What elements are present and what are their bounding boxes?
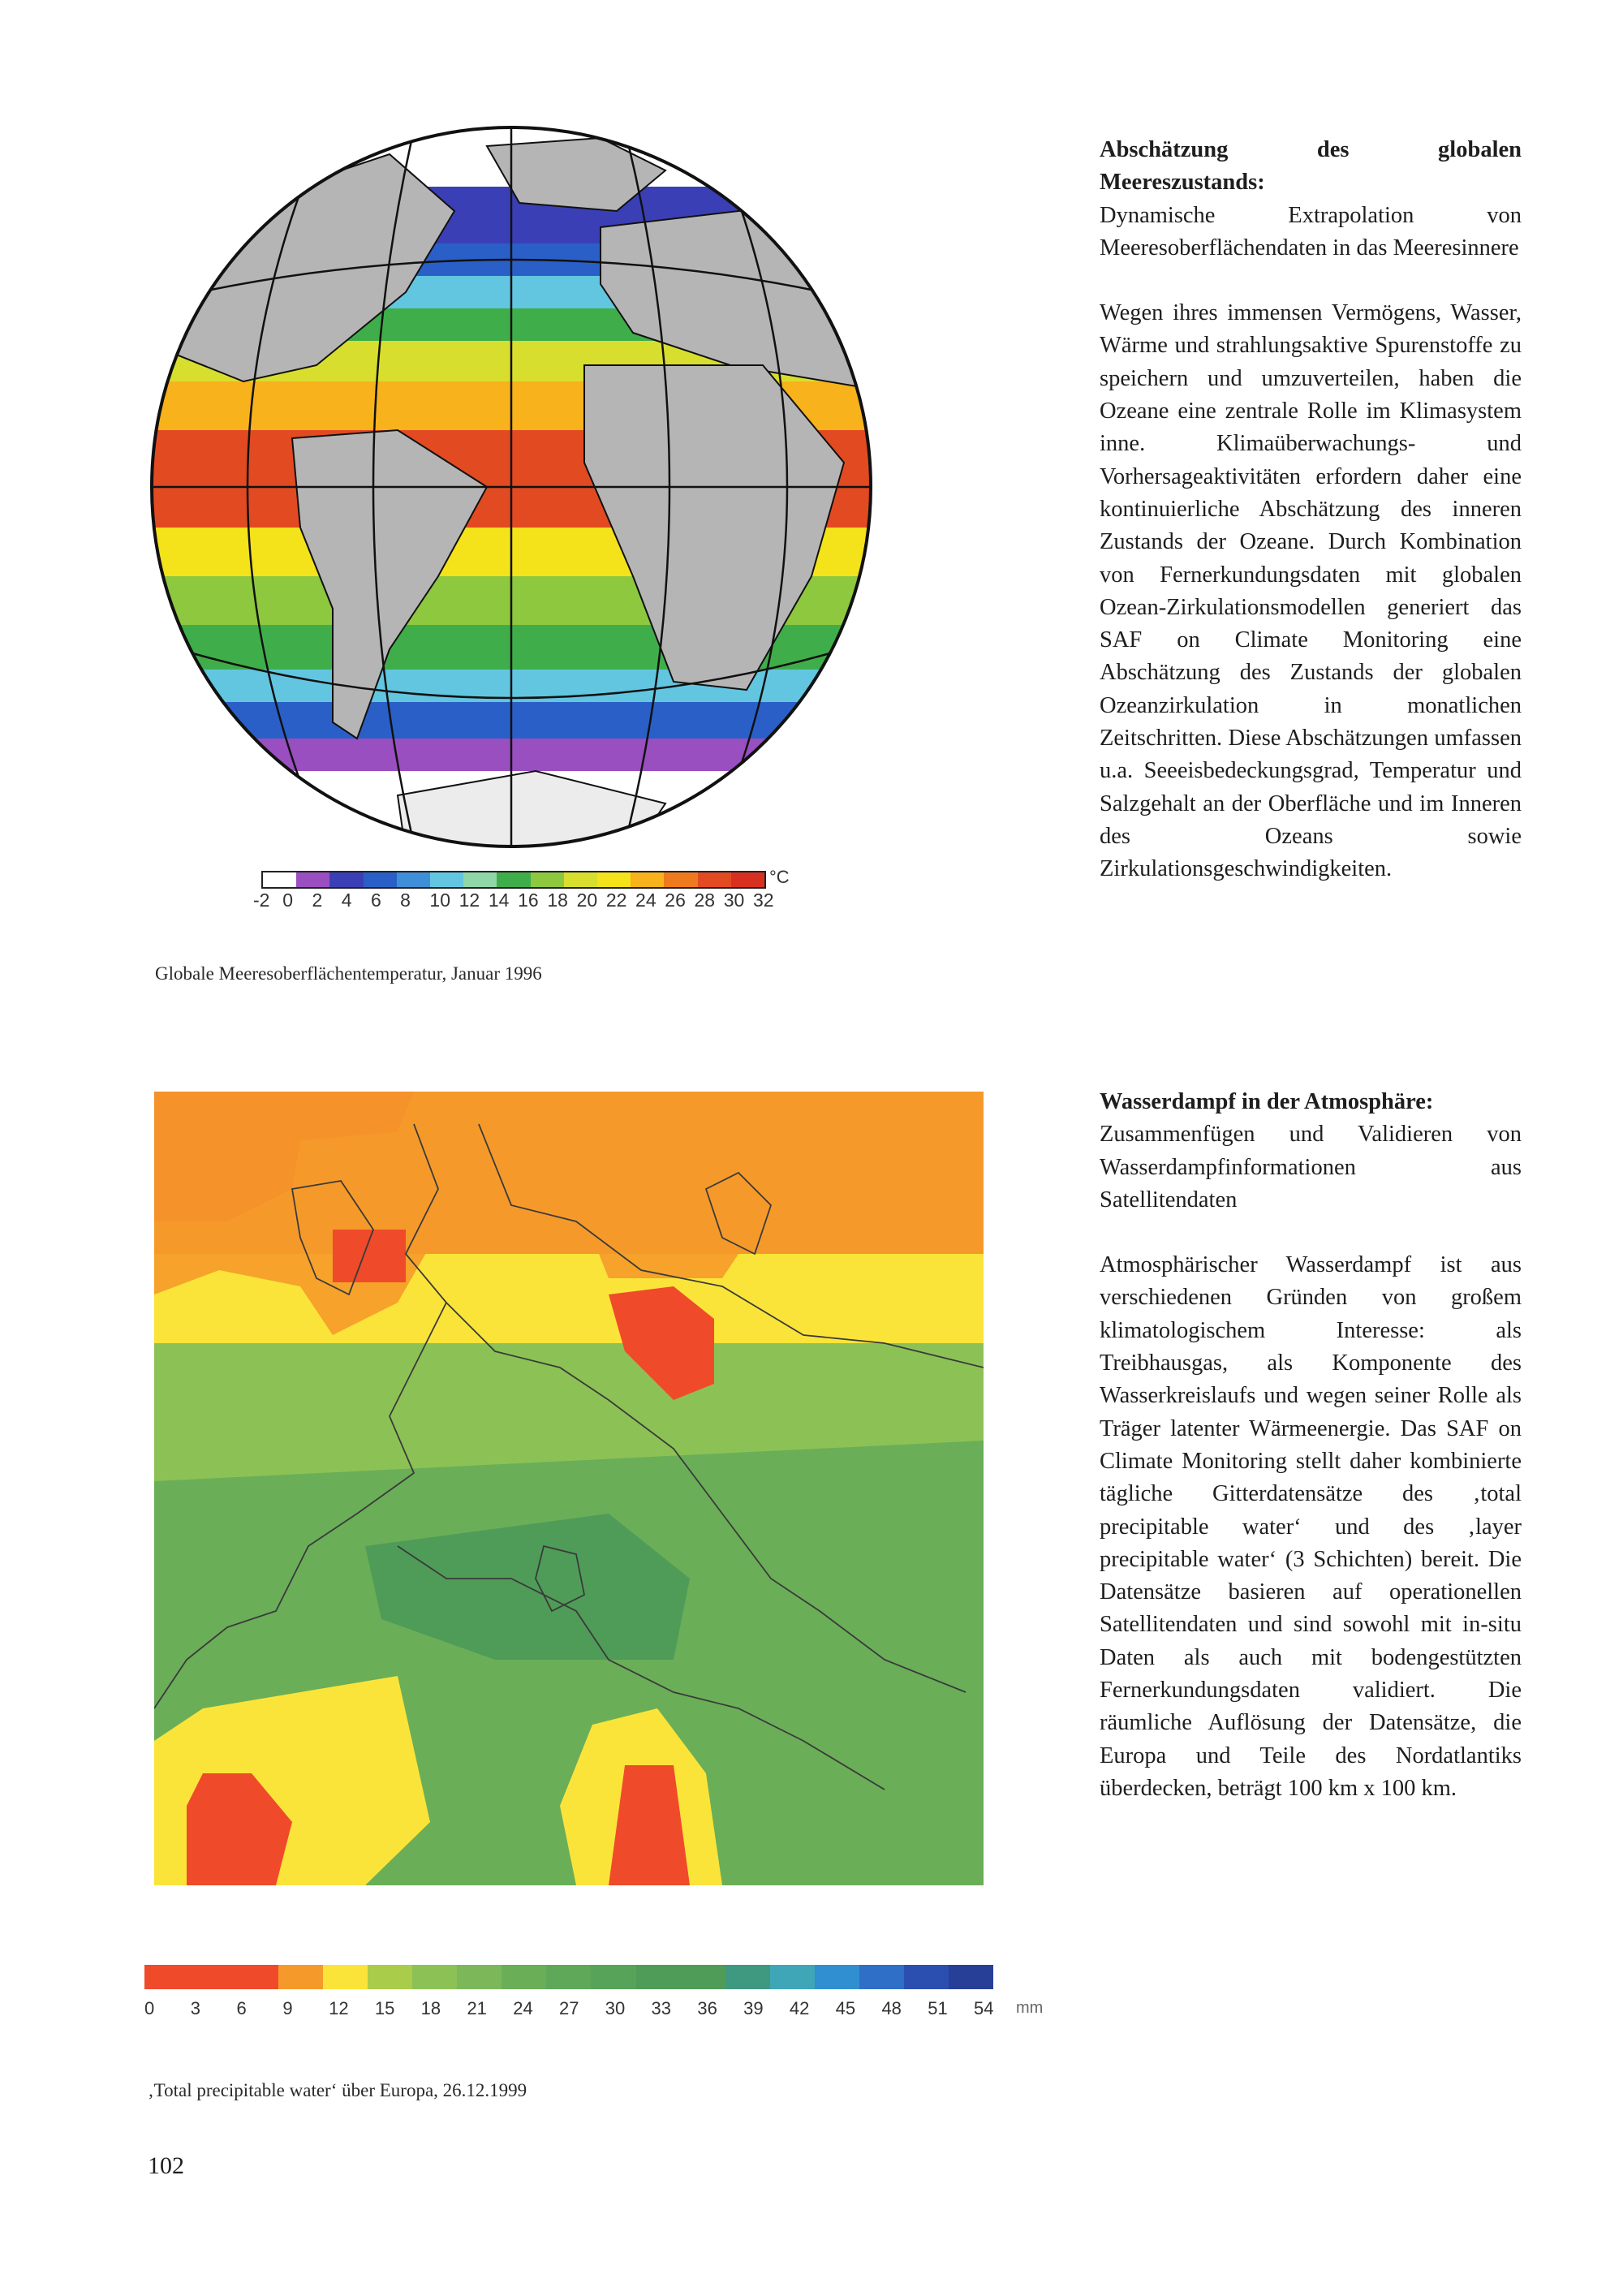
section-ocean-subheading: Dynamische Extrapolation von Meeresoberflächendaten in das Meeresinnere	[1100, 202, 1522, 261]
sst-swatch	[664, 872, 697, 887]
sst-swatch	[263, 872, 296, 887]
tick-label: 6	[370, 890, 381, 911]
section-vapour-heading: Wasserdampf in der Atmosphäre:	[1100, 1089, 1434, 1114]
tick-label: 26	[665, 890, 686, 911]
tick-label: 36	[697, 1998, 717, 2018]
sst-unit-label: °C	[769, 867, 790, 887]
tick-label: -2	[253, 890, 270, 911]
tick-label: 6	[236, 1998, 247, 2018]
tick-label: 8	[400, 890, 411, 911]
tick-label: 10	[429, 890, 450, 911]
sst-swatch	[463, 872, 497, 887]
tick-label: 24	[635, 890, 657, 911]
tick-label: 51	[928, 1998, 948, 2018]
sst-globe-figure	[146, 122, 876, 852]
tick-label: 14	[488, 890, 510, 911]
sst-swatch	[497, 872, 530, 887]
sst-swatch	[329, 872, 363, 887]
water-vapour-swatch	[815, 1965, 859, 1989]
water-vapour-swatch	[636, 1965, 681, 1989]
tick-label: 12	[329, 1998, 349, 2018]
sst-swatch	[564, 872, 597, 887]
water-vapour-swatch	[412, 1965, 457, 1989]
sst-globe-map	[146, 122, 876, 852]
water-vapour-map	[154, 1092, 984, 1885]
water-vapour-swatch	[189, 1965, 234, 1989]
water-vapour-figure	[154, 1092, 984, 1885]
tick-label: 24	[513, 1998, 533, 2018]
tick-label: 28	[694, 890, 716, 911]
tick-label: 0	[282, 890, 294, 911]
tick-label: 2	[312, 890, 323, 911]
sst-swatch	[364, 872, 397, 887]
section-water-vapour	[1100, 1086, 1522, 1805]
sst-colorbar	[261, 871, 766, 889]
tick-label: 33	[651, 1998, 672, 2018]
sst-swatch	[631, 872, 664, 887]
section-ocean-state	[1100, 134, 1522, 886]
tick-label: 18	[547, 890, 568, 911]
page-number: 102	[148, 2152, 184, 2179]
tick-label: 12	[458, 890, 480, 911]
tick-label: 4	[341, 890, 352, 911]
section-ocean-heading: Abschätzung des globalen Meereszustands:	[1100, 137, 1522, 196]
tick-label: 22	[605, 890, 627, 911]
tick-label: 16	[518, 890, 539, 911]
water-vapour-swatch	[323, 1965, 368, 1989]
water-vapour-swatch	[278, 1965, 323, 1989]
water-vapour-colorbar	[144, 1965, 993, 1989]
tick-label: 54	[974, 1998, 994, 2018]
tick-label: 32	[753, 890, 774, 911]
tick-label: 9	[282, 1998, 293, 2018]
sst-swatch	[430, 872, 463, 887]
water-vapour-swatch	[949, 1965, 993, 1989]
tick-label: 0	[144, 1998, 155, 2018]
tick-label: 48	[881, 1998, 902, 2018]
sst-tick-labels	[253, 890, 773, 914]
water-vapour-swatch	[770, 1965, 815, 1989]
tick-label: 42	[789, 1998, 810, 2018]
sst-swatch	[531, 872, 564, 887]
sst-swatch	[731, 872, 764, 887]
tick-label: 15	[374, 1998, 395, 2018]
tick-label: 27	[559, 1998, 579, 2018]
water-vapour-unit-label: mm	[1016, 1999, 1044, 2017]
tick-label: 39	[743, 1998, 764, 2018]
water-vapour-swatch	[859, 1965, 904, 1989]
water-vapour-swatch	[502, 1965, 546, 1989]
water-vapour-swatch	[681, 1965, 725, 1989]
section-vapour-body: Atmosphärischer Wasserdampf ist aus verschiedenen Gründen von großem klimatologischem Interesse: als Treibhausgas, als Komponente des Wasserkreislaufs und wegen seiner Rolle als Träger latenter Wärmeenergie. Das SAF on Climate Monitoring stellt daher kombinierte tägliche Gitterdatensätze des ‚total precipitable water‘ und des ‚layer precipitable water‘ (3 Schichten) bereit. Die Datensätze basieren auf operationellen Satellitendaten und sind sowohl mit in-situ Daten als auch mit bodengestützten Fernerkundungsdaten validiert. Die räumliche Auflösung der Datensätze, die Europa und Teile des Nordatlantiks überdecken, beträgt 100 km x 100 km.	[1100, 1252, 1522, 1801]
tick-label: 21	[467, 1998, 487, 2018]
sst-swatch	[597, 872, 631, 887]
tick-label: 20	[576, 890, 598, 911]
sst-swatch	[397, 872, 430, 887]
water-vapour-swatch	[144, 1965, 189, 1989]
tick-label: 18	[420, 1998, 441, 2018]
section-vapour-subheading: Zusammenfügen und Validieren von Wasserdampfinformationen aus Satellitendaten	[1100, 1122, 1522, 1213]
water-vapour-figure-caption: ‚Total precipitable water‘ über Europa, 26.12.1999	[148, 2080, 527, 2100]
water-vapour-swatch	[591, 1965, 635, 1989]
sst-swatch	[698, 872, 731, 887]
water-vapour-swatch	[457, 1965, 502, 1989]
tick-label: 3	[190, 1998, 201, 2018]
water-vapour-tick-labels	[144, 1998, 993, 2022]
tick-label: 30	[723, 890, 745, 911]
tick-label: 45	[835, 1998, 856, 2018]
water-vapour-swatch	[234, 1965, 278, 1989]
water-vapour-swatch	[546, 1965, 591, 1989]
water-vapour-swatch	[368, 1965, 412, 1989]
sst-swatch	[296, 872, 329, 887]
section-ocean-body: Wegen ihres immensen Vermögens, Wasser, Wärme und strahlungsaktive Spurenstoffe zu speichern und umzuverteilen, haben die Ozeane eine zentrale Rolle im Klimasystem inne. Klimaüberwachungs- und Vorhersageaktivitäten erfordern daher eine kontinuierliche Abschätzung des inneren Zustands der Ozeane. Durch Kombination von Fernerkundungsdaten mit globalen Ozean-Zirkulationsmodellen generiert das SAF on Climate Monitoring eine Abschätzung des Zustands der globalen Ozeanzirkulation in monatlichen Zeitschritten. Diese Abschätzungen umfassen u.a. Seeeisbedeckungsgrad, Temperatur und Salzgehalt an der Oberfläche und im Inneren des Ozeans sowie Zirkulationsgeschwindigkeiten.	[1100, 300, 1522, 882]
tick-label: 30	[605, 1998, 626, 2018]
water-vapour-swatch	[725, 1965, 770, 1989]
sst-figure-caption: Globale Meeresoberflächentemperatur, Januar 1996	[155, 963, 542, 984]
water-vapour-swatch	[904, 1965, 949, 1989]
